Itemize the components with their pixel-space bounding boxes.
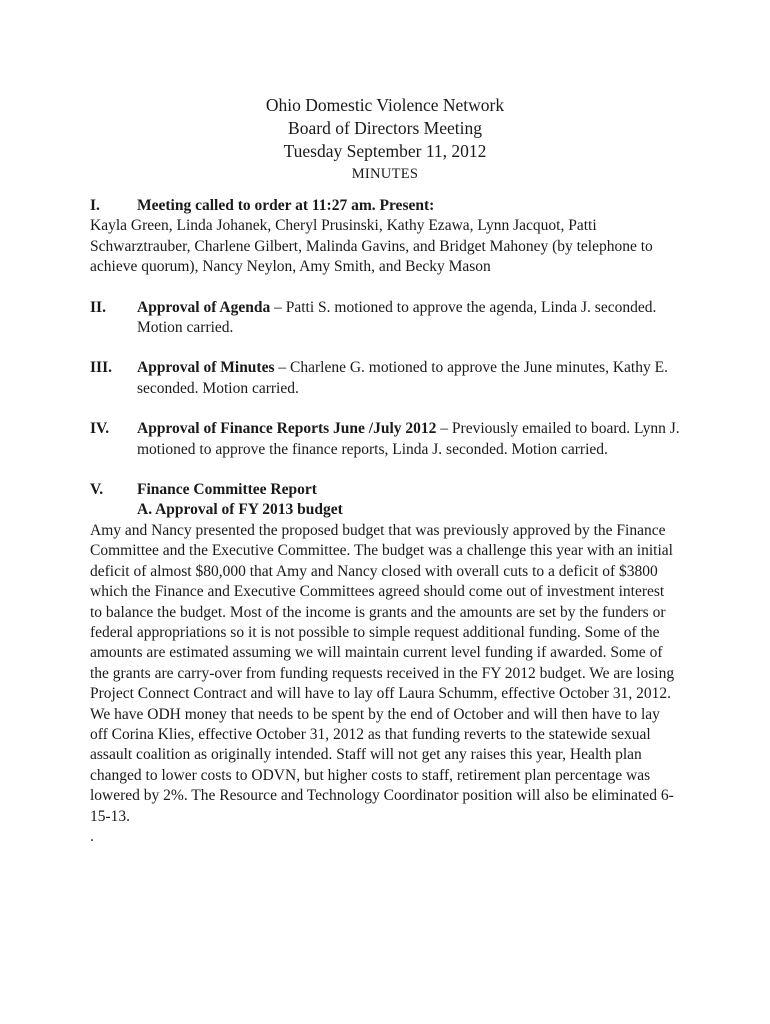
section-numeral: III. bbox=[90, 359, 112, 377]
section-heading: Approval of Minutes bbox=[137, 359, 275, 377]
meeting-name: Board of Directors Meeting bbox=[288, 118, 482, 138]
section-approval-minutes bbox=[90, 358, 680, 399]
section-text: – Charlene G. motioned to approve the June minutes, Kathy E. seconded. Motion carried. bbox=[137, 359, 668, 397]
section-text: – Previously emailed to board. Lynn J. motioned to approve the finance reports, Linda J. seconded. Motion carried. bbox=[137, 420, 680, 458]
attendees-list: Kayla Green, Linda Johanek, Cheryl Prusinski, Kathy Ezawa, Lynn Jacquot, Patti Schwarztrauber, Charlene Gilbert, Malinda Gavins, and Bridget Mahoney (by telephone to achieve quorum), Nancy Neylon, Amy Smith, and Becky Mason bbox=[90, 217, 653, 276]
section-numeral: IV. bbox=[90, 420, 110, 438]
section-heading: Approval of Finance Reports June /July 2012 bbox=[137, 420, 437, 438]
section-finance-committee-report bbox=[90, 480, 680, 847]
section-heading: Approval of Agenda bbox=[137, 298, 271, 316]
section-numeral: II. bbox=[90, 298, 106, 316]
document-page bbox=[90, 94, 680, 847]
budget-paragraph: Amy and Nancy presented the proposed budget that was previously approved by the Finance Committee and the Executive Committee. The budget was a challenge this year with an initial deficit of almost $80,000 that Amy and Nancy closed with overall cuts to a deficit of $3800 which the Finance and Executive Committees agreed should come out of investment interest to balance the budget. Most of the income is grants and the amounts are set by the funders or federal appropriations so it is not possible to simple request additional funding. Some of the amounts are estimated assuming we will maintain current level funding if awarded. Some of the grants are carry-over from funding requests received in the FY 2012 budget. We are losing Project Connect Contract and will have to lay off Laura Schumm, effective October 31, 2012. We have ODH money that needs to be spent by the end of October and will then have to lay off Corina Klies, effective October 31, 2012 as that funding reverts to the statewide sexual assault coalition as originally intended. Staff will not get any raises this year, Health plan changed to lower costs to ODVN, but higher costs to staff, retirement plan percentage was lowered by 2%. The Resource and Technology Coordinator position will also be eliminated 6-15-13. bbox=[90, 521, 675, 825]
meeting-date: Tuesday September 11, 2012 bbox=[283, 141, 487, 161]
section-text: – Patti S. motioned to approve the agenda, Linda J. seconded. Motion carried. bbox=[137, 298, 657, 337]
section-call-to-order bbox=[90, 196, 680, 278]
section-numeral: V. bbox=[90, 481, 104, 499]
organization-name: Ohio Domestic Violence Network bbox=[265, 95, 505, 115]
section-heading: Finance Committee Report bbox=[137, 481, 317, 499]
section-heading: Meeting called to order at 11:27 am. Present: bbox=[137, 197, 435, 214]
subsection-heading: A. Approval of FY 2013 budget bbox=[137, 501, 343, 519]
document-header bbox=[90, 94, 680, 185]
section-approval-finance-reports bbox=[90, 419, 680, 460]
minutes-label: MINUTES bbox=[351, 166, 419, 182]
section-approval-agenda bbox=[90, 298, 680, 339]
section-numeral: I. bbox=[90, 197, 100, 214]
trailing-dot: . bbox=[90, 827, 94, 845]
